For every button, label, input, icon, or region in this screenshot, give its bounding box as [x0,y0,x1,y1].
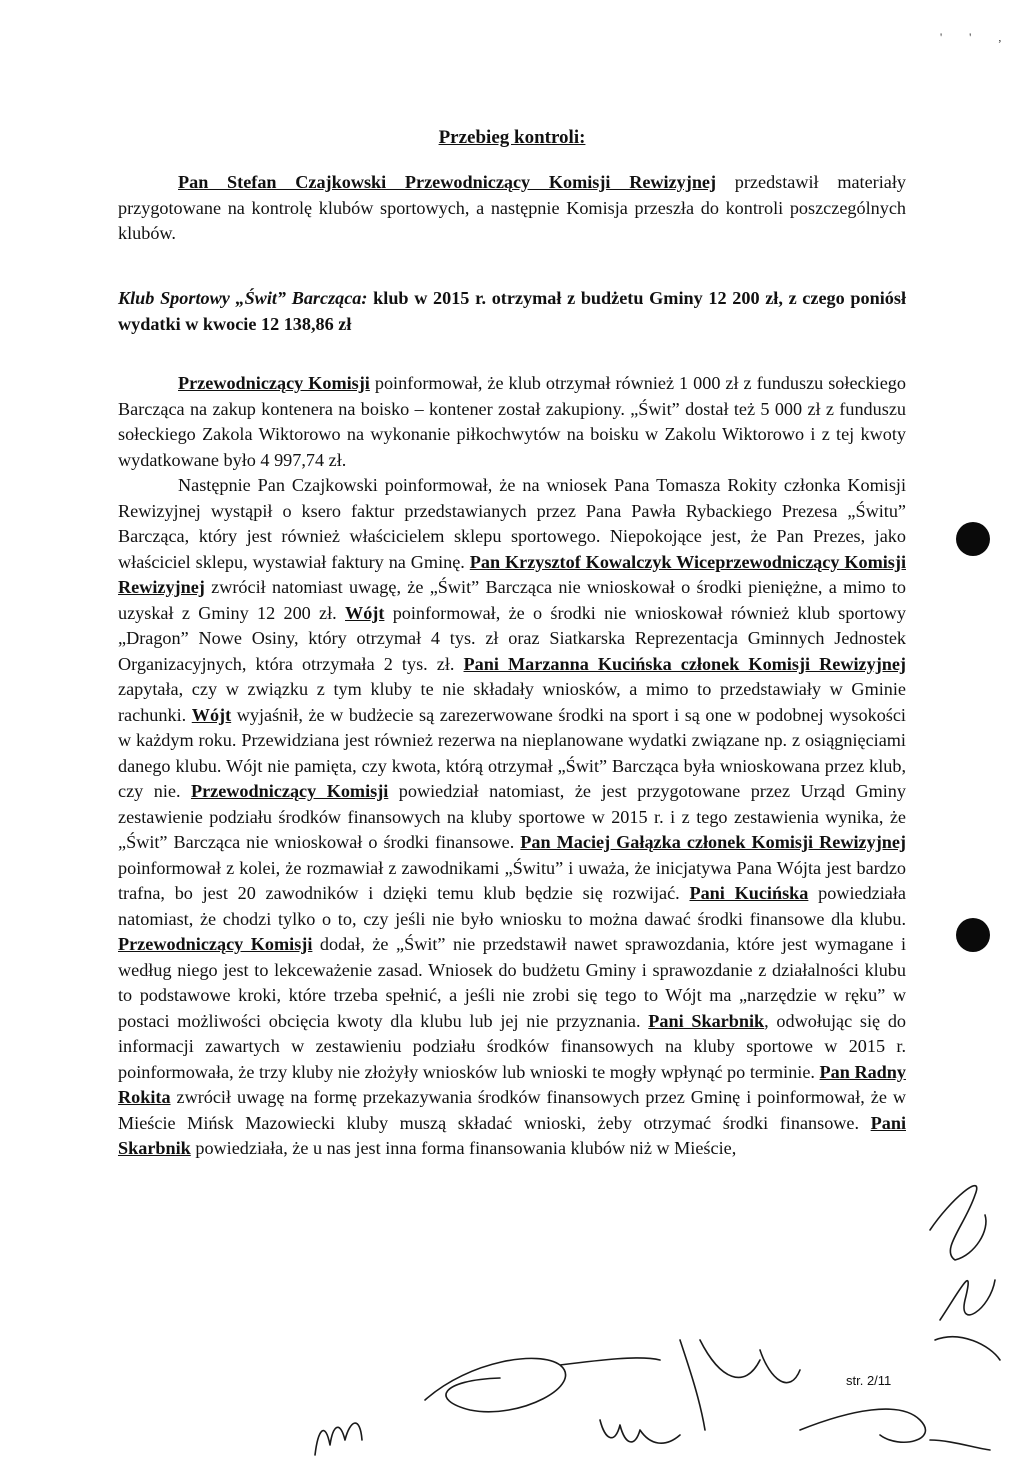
discussion-text-7: powiedział natomiast, że jest przygotowane przez Urząd Gminy zestawienie podziału środków finansowych na kluby sportowe w 2015 r. i z tego zestawienia wynika, że „Świt” Barcząca nie wnioskował o środki finansowe. [118,781,906,852]
speaker-kucinska-full: Pani Marzanna Kucińska członek Komisji Rewizyjnej [463,653,906,674]
discussion-text-5: zapytała, czy w związku z tym kluby te nie składały wniosków, a mimo to przedstawiały w Gminie rachunki. [118,679,906,725]
speaker-wojt-2: Wójt [191,704,232,725]
section-title: Przebieg kontroli: [438,127,586,148]
signature-bottom-3 [600,1420,680,1443]
speaker-treasurer-2: Pani Skarbnik [118,1112,906,1158]
signature-bottom-1 [315,1423,362,1455]
page-number: str. 2/11 [846,1373,892,1388]
discussion-text-8: poinformował z kolei, że rozmawiał z zawodnikami „Świtu” i uważa, że inicjatywa Pana Wójta jest bardzo trafna, bo jest 20 zawodników i dzięki temu klub będzie się rozwijać. [118,857,906,903]
speaker-chairman-1: Przewodniczący Komisji [178,373,370,393]
club-summary-text: klub w 2015 r. otrzymał z budżetu Gminy 12 200 zł, z czego poniósł wydatki w kwocie 12 138,86 zł [118,288,906,334]
discussion-text-2: Następnie Pan Czajkowski poinformował, że na wniosek Pana Tomasza Rokity członka Komisji Rewizyjnej wystąpił o ksero faktur przedstawianych przez Pana Pawła Rybackiego Prezesa „Świtu” Barcząca, który jest również właścicielem sklepu sportowego. Niepokojące jest, że Pan Prezes, jako właściciel sklepu, wystawiał faktury na Gminę. [118,475,906,572]
speaker-rokita: Pan Radny Rokita [118,1061,906,1107]
signature-bottom-5 [800,1409,990,1450]
discussion-text-10: dodał, że „Świt” nie przedstawił nawet sprawozdania, które jest wymagane i według niego jest to lekceważenie zasad. Wniosek do budżetu Gminy i sprawozdanie z działalności klubu to podstawowe kroki, które trzeba spełnić, a jeśli nie zrobi się tego to Wójt ma „narzędzie w ręku” w postaci możliwości obcięcia kwoty dla klubu lub jej nie przyznania. [118,934,907,1031]
speaker-galazka: Pan Maciej Gałązka członek Komisji Rewizyjnej [520,832,906,852]
signature-bottom-4 [680,1340,800,1430]
speaker-wojt-1: Wójt [345,602,385,623]
discussion-text-1: poinformował, że klub otrzymał również 1 000 zł z funduszu sołeckiego Barcząca na zakup kontenera na boisko – kontener został zakupiony. „Świt” dostał też 5 000 zł z funduszu sołeckiego Zakola Wiktorowo na wykonanie piłkochwytów na boisku w Zakolu Wiktorowo i z tej kwoty wydatkowane było 4 997,74 zł. [118,373,906,470]
speaker-chairman-3: Przewodniczący Komisji [118,934,313,954]
signature-bottom-2 [425,1358,660,1412]
paragraph-intro-text: przedstawił materiały przygotowane na kontrolę klubów sportowych, a następnie Komisja przeszła do kontroli poszczególnych klubów. [118,172,906,243]
discussion-text-12: zwrócił uwagę na formę przekazywania środków finansowych przez Gminę i poinformował, że w Mieście Mińsk Mazowiecki kluby muszą składać wnioski, żeby otrzymać środki finansowe. [118,1087,906,1133]
corner-marks: ' ' , [940,30,1014,44]
speaker-kowalczyk: Pan Krzysztof Kowalczyk Wiceprzewodniczący Komisji Rewizyjnej [118,551,906,597]
speaker-treasurer-1: Pani Skarbnik [648,1010,765,1031]
signature-right-margin-top [930,1186,986,1260]
discussion-text-13: powiedziała, że u nas jest inna forma finansowania klubów niż w Mieście, [190,1138,737,1158]
club-name: Klub Sportowy „Świt” Barcząca: [118,288,368,308]
discussion-text-4: poinformował, że o środki nie wnioskował również klub sportowy „Dragon” Nowe Osiny, który otrzymał 4 tys. zł oraz Siatkarska Reprezentacja Gminnych Jednostek Organizacyjnych, która otrzymała 2 tys. zł. [118,602,906,674]
speaker-chairman-2: Przewodniczący Komisji [190,781,389,801]
speaker-kucinska: Pani Kucińska [689,883,809,903]
discussion-text-3: zwrócił natomiast uwagę, że „Świt” Barcząca nie wnioskował o środki pieniężne, a mimo to uzyskał z Gminy 12 200 zł. [118,577,906,623]
discussion-text-11: , odwołując się do informacji zawartych w zestawieniu podziału środków finansowych na kluby sportowe w 2015 r. poinformowała, że trzy kluby nie złożyły wniosków lub wnioski te mogły wpłynąć po terminie. [118,1010,907,1082]
signature-right-margin-mid [935,1280,1000,1360]
speaker-czajkowski: Pan Stefan Czajkowski Przewodniczący Komisji Rewizyjnej [178,172,717,192]
discussion-text-9: powiedziała natomiast, że chodzi tylko o to, czy jeśli nie było wniosku to można dawać środki finansowe dla klubu. [118,883,906,929]
discussion-text-6: wyjaśnił, że w budżecie są zarezerwowane środki na sport i są one w podobnej wysokości w każdym roku. Przewidziana jest również rezerwa na nieplanowane wydatki związane np. z osiągnięciami danego klubu. Wójt nie pamięta, czy kwota, którą otrzymał „Świt” Barcząca była wnioskowana przez klub, czy nie. [118,704,906,801]
